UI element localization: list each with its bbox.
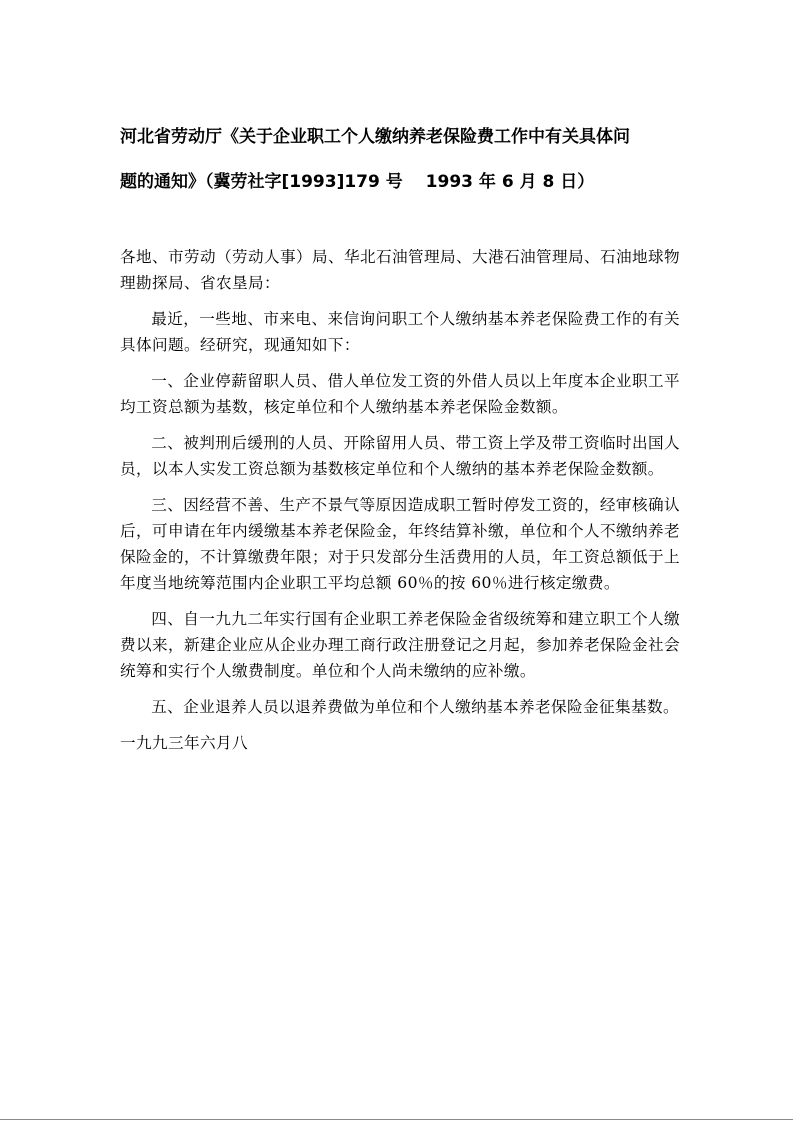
item-paragraph-4: 四、自一九九二年实行国有企业职工养老保险金省级统筹和建立职工个人缴费以来，新建企业应从企业办理工商行政注册登记之月起，参加养老保险金社会统筹和实行个人缴费制度。单位和个人尚未缴纳的应补缴。 [120, 610, 680, 680]
page-bottom-divider [0, 1119, 793, 1120]
document-body [120, 244, 680, 756]
document-title-line-1: 河北省劳动厅《关于企业职工个人缴纳养老保险费工作中有关具体问 [120, 127, 630, 147]
item-paragraph-3: 三、因经营不善、生产不景气等原因造成职工暂时停发工资的，经审核确认后，可申请在年内缓缴基本养老保险金，年终结算补缴，单位和个人不缴纳养老保险金的，不计算缴费年限；对于只发部分生活费用的人员，年工资总额低于上年度当地统筹范围内企业职工平均总额 60％的按 60％进行核定缴费。 [120, 496, 680, 592]
date-signoff: 一九九三年六月八 [120, 734, 248, 752]
item-paragraph-5: 五、企业退养人员以退养费做为单位和个人缴纳基本养老保险金征集基数。 [151, 698, 679, 716]
item-paragraph-1: 一、企业停薪留职人员、借人单位发工资的外借人员以上年度本企业职工平均工资总额为基数，核定单位和个人缴纳基本养老保险金数额。 [120, 372, 680, 416]
item-paragraph-2: 二、被判刑后缓刑的人员、开除留用人员、带工资上学及带工资临时出国人员，以本人实发工资总额为基数核定单位和个人缴纳的基本养老保险金数额。 [120, 434, 680, 478]
document-title-line-2: 题的通知》（冀劳社字[1993]179 号 1993 年 6 月 8 日） [120, 172, 595, 192]
intro-paragraph: 最近，一些地、市来电、来信询问职工个人缴纳基本养老保险费工作的有关具体问题。经研究，现通知如下： [120, 310, 680, 354]
addressee: 各地、市劳动（劳动人事）局、华北石油管理局、大港石油管理局、石油地球物理勘探局、省农垦局： [120, 248, 680, 292]
